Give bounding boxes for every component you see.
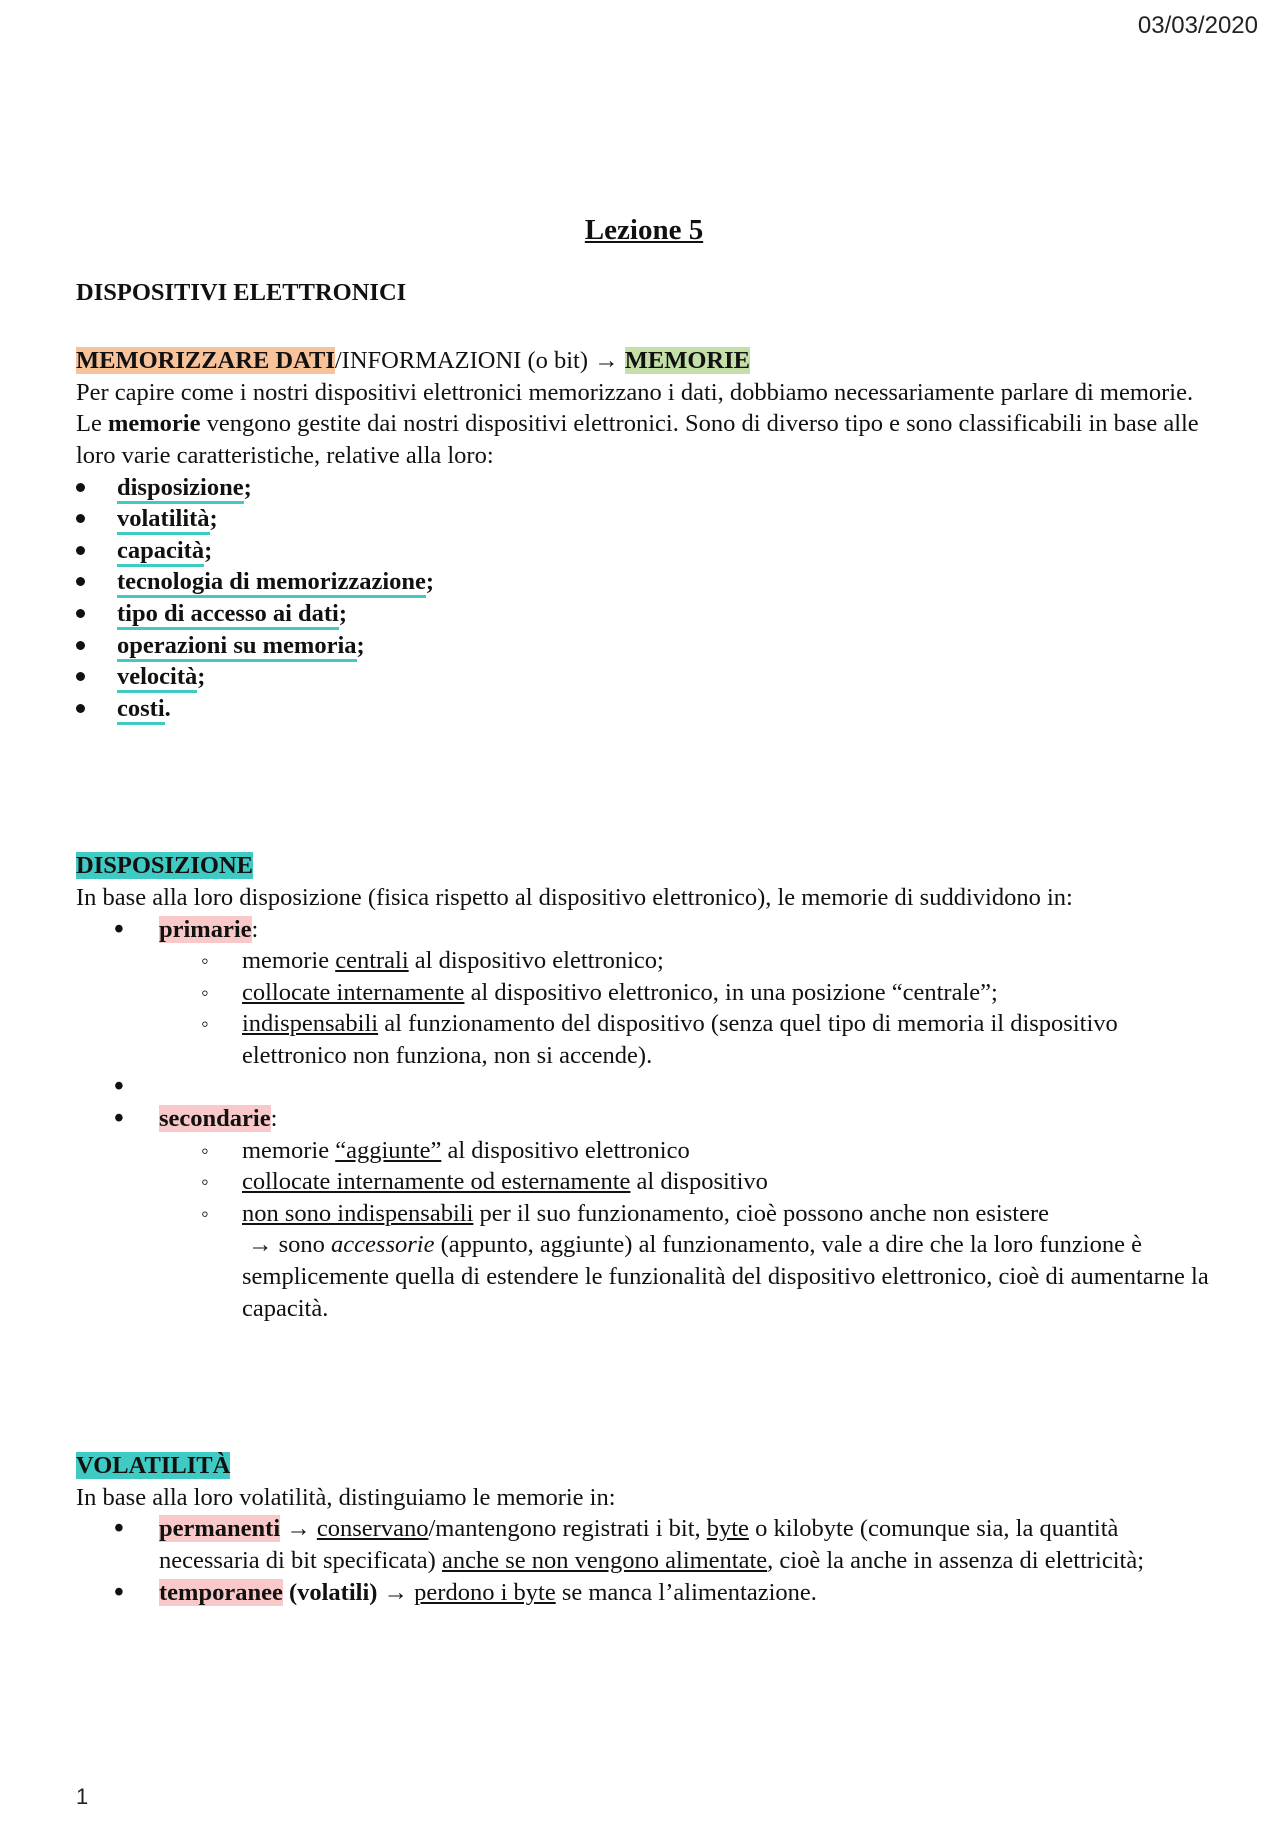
- list-item: [159, 1198, 1212, 1324]
- list-item: [159, 1166, 1212, 1198]
- underlined-text: collocate internamente od esternamente: [242, 1168, 631, 1196]
- list-item: [76, 472, 1212, 504]
- text: (appunto, aggiunte) al funzionamento, vale a dire che la loro funzione è semplicemente quella di estendere le funzionalità del dispositivo elettronico, cioè di aumentarne la capacità.: [242, 1231, 1209, 1322]
- list-item: [76, 535, 1212, 567]
- highlight-memorie: MEMORIE: [624, 347, 750, 375]
- text: al funzionamento del dispositivo (senza quel tipo di memoria il dispositivo elettronico non funziona, non si accende).: [242, 1010, 1118, 1069]
- list-item-primarie: [76, 914, 1212, 1072]
- list-item: [159, 1135, 1212, 1167]
- punct: ;: [204, 536, 213, 564]
- intro-paragraph-1: Per capire come i nostri dispositivi elettronici memorizzano i dati, dobbiamo necessariamente parlare di memorie.: [76, 378, 1194, 406]
- characteristic-label: disposizione: [117, 474, 244, 504]
- underlined-text: anche se non vengono alimentate: [441, 1547, 768, 1574]
- disposizione-list: [76, 914, 1212, 1325]
- secondarie-sublist: [159, 1135, 1212, 1325]
- intro-p2-pre: Le: [76, 410, 108, 438]
- characteristic-label: tipo di accesso ai dati: [117, 600, 339, 630]
- text: al dispositivo elettronico, in una posizione “centrale”;: [464, 978, 998, 1006]
- list-item: [159, 1008, 1212, 1071]
- characteristic-label: operazioni su memoria: [117, 632, 357, 662]
- disposizione-intro: In base alla loro disposizione (fisica rispetto al dispositivo elettronico), le memorie di suddividono in:: [76, 883, 1073, 911]
- punct: ;: [243, 473, 252, 501]
- text: o kilobyte (comunque sia, la quantità necessaria di bit specificata): [159, 1515, 1119, 1574]
- punct: ;: [209, 505, 218, 533]
- label-secondarie: secondarie: [159, 1105, 271, 1133]
- characteristic-label: tecnologia di memorizzazione: [117, 568, 426, 598]
- underlined-text: indispensabili: [242, 1010, 379, 1038]
- intro-p2-post: vengono gestite dai nostri dispositivi elettronici. Sono di diverso tipo e sono classificabili in base alle loro varie caratteristiche, relative alla loro:: [76, 410, 1199, 469]
- underlined-text: non sono indispensabili: [242, 1199, 474, 1227]
- text: memorie: [242, 947, 336, 975]
- list-item: [76, 661, 1212, 693]
- characteristic-label: volatilità: [117, 505, 210, 535]
- label-primarie: primarie: [159, 915, 252, 943]
- text: al dispositivo elettronico: [441, 1136, 690, 1164]
- arrow-text: →: [377, 1578, 415, 1606]
- list-item: [76, 503, 1212, 535]
- label-permanenti: permanenti: [159, 1515, 281, 1543]
- underlined-text: “aggiunte”: [335, 1136, 442, 1164]
- highlight-memorizzare-dati: MEMORIZZARE DATI: [76, 347, 335, 375]
- section-heading-main: DISPOSITIVI ELETTRONICI: [76, 279, 407, 306]
- characteristics-list: [76, 472, 1212, 725]
- list-item: [159, 977, 1212, 1009]
- underlined-text: centrali: [335, 947, 409, 975]
- text: /mantengono registrati i bit,: [428, 1515, 707, 1543]
- characteristic-label: velocità: [117, 663, 197, 693]
- spacer: [76, 1071, 1212, 1103]
- disposizione-heading-line: [76, 850, 1212, 882]
- underlined-text: conservano: [316, 1515, 429, 1543]
- volatilita-intro: In base alla loro volatilità, distinguiamo le memorie in:: [76, 1483, 616, 1511]
- intro-heading-line: [76, 345, 1212, 377]
- text: al dispositivo elettronico;: [408, 947, 664, 975]
- punct: :: [251, 915, 259, 943]
- list-item: [76, 566, 1212, 598]
- list-item: [76, 693, 1212, 725]
- text: memorie: [242, 1136, 336, 1164]
- punct: ;: [425, 568, 435, 596]
- list-item: [76, 630, 1212, 662]
- text: per il suo funzionamento, cioè possono anche non esistere: [473, 1199, 1049, 1227]
- label-volatili: (volatili): [282, 1578, 378, 1606]
- punct: .: [164, 694, 171, 722]
- underlined-text: byte: [706, 1515, 749, 1543]
- list-item-permanenti: [76, 1513, 1212, 1576]
- text: → sono: [248, 1231, 332, 1259]
- italic-text: accessorie: [331, 1231, 435, 1259]
- label-temporanee: temporanee: [159, 1578, 283, 1606]
- text: se manca l’alimentazione.: [555, 1578, 817, 1606]
- intro-p2-bold: memorie: [107, 410, 201, 438]
- lesson-title: Lezione 5: [584, 214, 704, 246]
- list-item-temporanee: [76, 1577, 1212, 1609]
- underlined-text: perdono i byte: [414, 1578, 556, 1606]
- text: al dispositivo: [630, 1168, 768, 1196]
- volatilita-heading-line: [76, 1450, 1212, 1482]
- list-item: [159, 945, 1212, 977]
- document-content: [76, 210, 1212, 1608]
- characteristic-label: costi: [117, 695, 165, 725]
- punct: ;: [197, 663, 206, 691]
- characteristic-label: capacità: [117, 537, 204, 567]
- punct: :: [270, 1105, 278, 1133]
- list-item-secondarie: [76, 1103, 1212, 1324]
- punct: ;: [338, 599, 348, 627]
- header-date: 03/03/2020: [1137, 12, 1258, 39]
- punct: ;: [356, 631, 365, 659]
- intro-paragraph-2: [76, 408, 1212, 471]
- section-heading-volatilita: VOLATILITÀ: [76, 1452, 231, 1480]
- primarie-sublist: [159, 945, 1212, 1071]
- list-item: [76, 598, 1212, 630]
- text: , cioè la anche in assenza di elettricità;: [767, 1547, 1145, 1574]
- arrow-text: →: [280, 1515, 317, 1543]
- page-number: 1: [76, 1784, 89, 1809]
- underlined-text: collocate internamente: [242, 978, 465, 1006]
- section-heading-disposizione: DISPOSIZIONE: [76, 852, 254, 880]
- intro-heading-rest: /INFORMAZIONI (o bit) →: [334, 347, 625, 375]
- volatilita-list: [76, 1513, 1212, 1608]
